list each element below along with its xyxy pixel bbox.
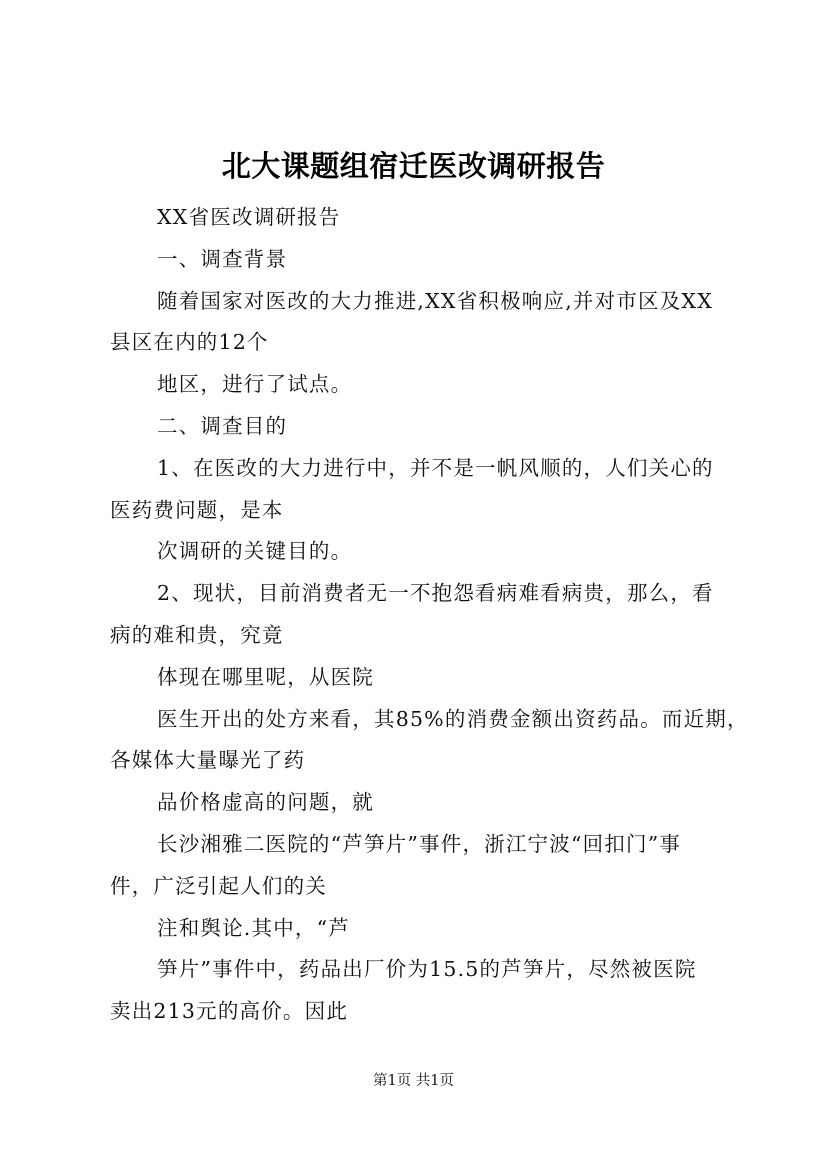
paragraph bbox=[110, 531, 725, 573]
paragraph-line: 县区在内的12个 bbox=[110, 330, 269, 355]
paragraph-line: 次调研的关键目的。 bbox=[157, 539, 353, 564]
page-title: 北大课题组宿迁医改调研报告 bbox=[221, 149, 606, 183]
paragraph-line: 医药费问题，是本 bbox=[110, 497, 284, 522]
paragraph-line: 件，广泛引起人们的关 bbox=[110, 873, 327, 898]
paragraph-line: 笋片”事件中，药品出厂价为15.5的芦笋片，尽然被医院 bbox=[157, 957, 697, 982]
paragraph-line: 品价格虚高的问题，就 bbox=[157, 790, 374, 815]
paragraph bbox=[110, 239, 725, 281]
paragraph bbox=[110, 824, 725, 908]
paragraph bbox=[110, 364, 725, 406]
paragraph-line: 1、在医改的大力进行中，并不是一帆风顺的，人们关心的 bbox=[157, 455, 714, 480]
paragraph bbox=[110, 281, 725, 365]
paragraph bbox=[110, 908, 725, 950]
paragraph bbox=[110, 197, 725, 239]
paragraph-line: 随着国家对医改的大力推进,XX省积极响应,并对市区及XX bbox=[157, 288, 714, 313]
paragraph-line: 2、现状，目前消费者无一不抱怨看病难看病贵，那么，看 bbox=[157, 581, 714, 606]
paragraph-line: 病的难和贵，究竟 bbox=[110, 622, 284, 647]
paragraph bbox=[110, 448, 725, 532]
paragraph-line: XX省医改调研报告 bbox=[157, 205, 341, 229]
paragraph-line: 医生开出的处方来看，其85%的消费金额出资药品。而近期， bbox=[157, 706, 749, 731]
paragraph bbox=[110, 406, 725, 448]
paragraph-line: 体现在哪里呢，从医院 bbox=[157, 664, 374, 689]
paragraph-line: 二、调查目的 bbox=[157, 413, 288, 438]
paragraph-line: 卖出213元的高价。因此 bbox=[110, 999, 349, 1024]
paragraph-line: 各媒体大量曝光了药 bbox=[110, 748, 306, 773]
paragraph-line: 一、调查背景 bbox=[157, 246, 288, 271]
paragraph bbox=[110, 699, 749, 783]
paragraph bbox=[110, 573, 725, 657]
paragraph bbox=[110, 657, 725, 699]
document-body bbox=[110, 197, 749, 1033]
paragraph-line: 地区，进行了试点。 bbox=[157, 372, 353, 397]
page-footer: 第1页 共1页 bbox=[372, 1073, 455, 1089]
paragraph-line: 长沙湘雅二医院的“芦笋片”事件，浙江宁波“回扣门”事 bbox=[157, 831, 682, 856]
paragraph-line: 注和舆论.其中，“芦 bbox=[157, 915, 350, 940]
paragraph bbox=[110, 782, 725, 824]
paragraph bbox=[110, 949, 725, 1033]
